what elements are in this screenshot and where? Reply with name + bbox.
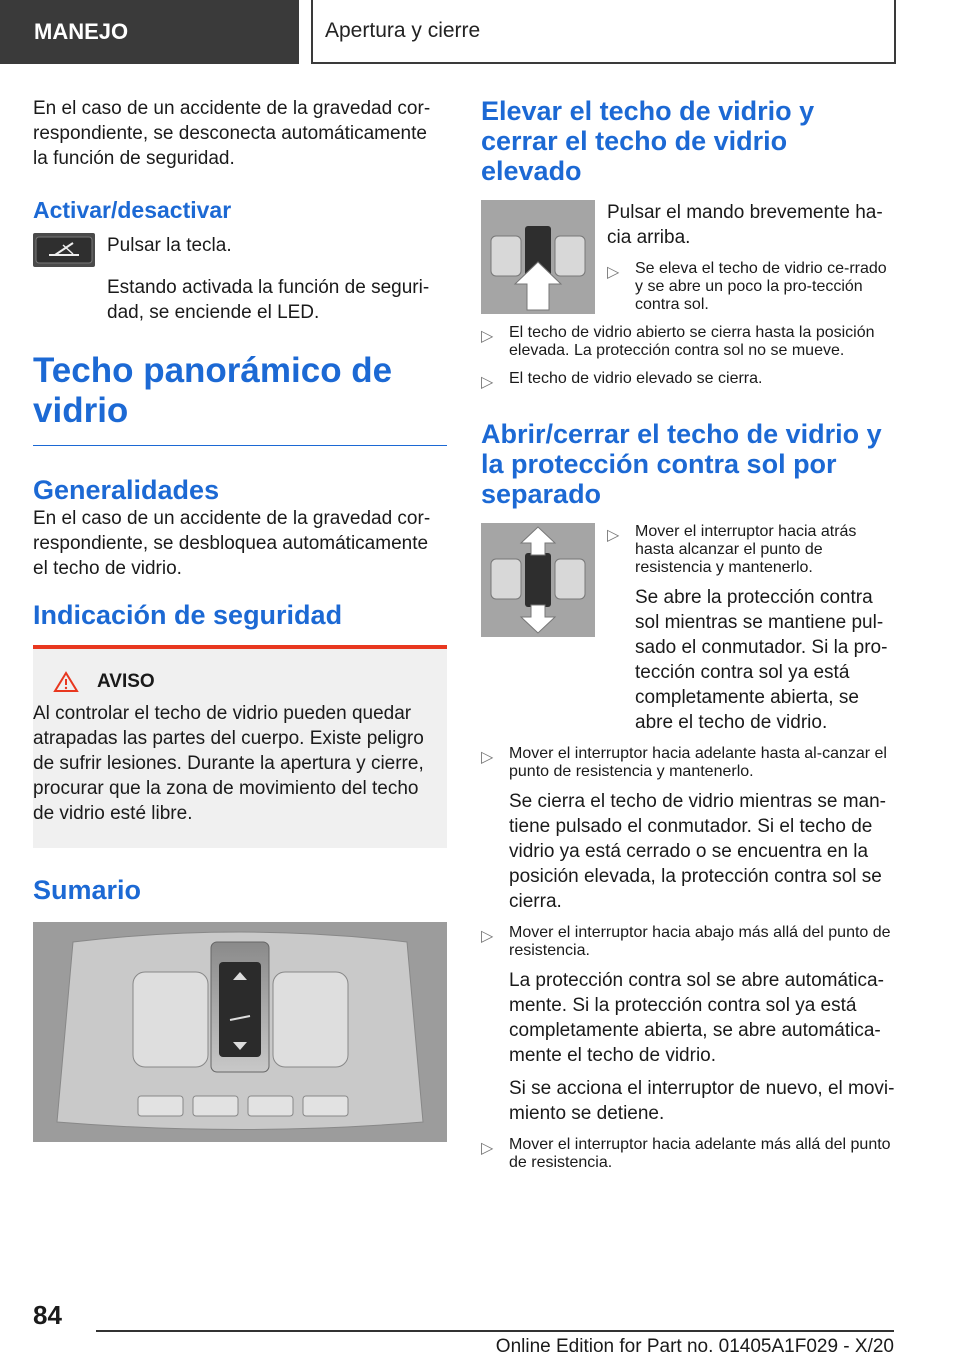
safety-switch-icon [33,233,95,267]
triangle-right-icon: ▷ [481,328,494,345]
sep-bullet-1 [607,523,895,735]
section-tab [0,0,299,64]
raise-bullet-3 [481,370,895,395]
raise-switch-image [481,200,595,314]
general-heading: Generalidades [33,475,220,505]
overhead-console-image [33,922,447,1142]
summary-heading: Sumario [33,875,142,905]
sep-bullet-3-sub-1: La protección contra sol se abre automática-mente. Si la protección contra sol ya está completamente abierta, se abre automática-mente el techo de vidrio. [509,970,884,1066]
sep-bullet-1-sub: Se abre la protección contra sol mientras se mantiene pul-sado el conmutador. Si la pro-tección contra sol ya está completamente abierta, se abre el techo de vidrio. [635,587,888,733]
section-label: MANEJO [34,19,129,44]
sep-bullet-3-sub-2: Si se acciona el interruptor de nuevo, el movi-miento se detiene. [509,1078,895,1124]
sep-bullet-4 [481,1136,895,1172]
sep-bullet-2-body [509,745,895,914]
right-column [481,96,895,1172]
intro-paragraph: En el caso de un accidente de la gravedad cor-respondiente, se desconecta automáticamente la función de seguridad. [33,98,431,169]
activar-heading: Activar/desactivar [33,197,232,223]
separate-row [481,523,895,735]
page-number: 84 [33,1300,62,1330]
separate-heading: Abrir/cerrar el techo de vidrio y la protección contra sol por separado [481,419,882,509]
activar-step2-first [33,275,447,325]
warning-header [33,671,429,693]
safety-heading: Indicación de seguridad [33,600,343,630]
sep-bullet-1-body [635,523,895,735]
footer-edition: Online Edition for Part no. 01405A1F029 - X/20 [495,1336,894,1357]
footer-divider [96,1330,894,1332]
activar-row [33,233,447,267]
sep-bullet-2-sub: Se cierra el techo de vidrio mientras se man-tiene pulsado el conmutador. Si el techo de vidrio ya está cerrado o se encuentra en la posición elevada, la protección contra sol se cierra. [509,791,886,912]
sep-bullet-2 [481,745,895,914]
triangle-right-icon: ▷ [481,749,494,766]
sep-bullet-3-body [509,924,895,1126]
triangle-right-icon: ▷ [607,264,620,281]
raise-row [481,200,895,314]
raise-bullet-2 [481,324,895,360]
activar-step2: Estando activada la función de seguri-dad, se enciende el LED. [107,277,430,323]
chapter-label: Apertura y cierre [325,19,481,42]
warning-title: AVISO [97,671,155,692]
triangle-right-icon: ▷ [481,1140,494,1157]
left-column [33,96,447,1142]
switch-up-arrow-illustration [481,200,595,314]
separate-switch-image [481,523,595,637]
raise-heading: Elevar el techo de vidrio y cerrar el techo de vidrio elevado [481,96,815,186]
warning-text: Al controlar el techo de vidrio pueden quedar atrapadas las partes del cuerpo. Existe peligro de sufrir lesiones. Durante la apertura y cierre, procurar que la zona de movimiento del techo de vidrio esté libre. [33,703,424,824]
sep-bullet-3 [481,924,895,1126]
warning-triangle-icon [53,671,79,693]
sep-bullet-1-text: Mover el interruptor hacia atrás hasta alcanzar el punto de resistencia y mantenerlo. [635,523,857,576]
activar-step1: Pulsar la tecla. [107,235,232,256]
triangle-right-icon: ▷ [481,374,494,391]
general-paragraph: En el caso de un accidente de la gravedad cor-respondiente, se desbloquea automáticamente el techo de vidrio. [33,508,431,579]
raise-bullet-2-text: El techo de vidrio abierto se cierra hasta la posición elevada. La protección contra sol no se mueve. [509,324,875,359]
raise-step: Pulsar el mando brevemente ha-cia arriba. [607,202,883,248]
raise-bullet-1-text: Se eleva el techo de vidrio ce-rrado y se abre un poco la pro-tección contra sol. [635,260,887,313]
raise-bullet-1 [607,260,895,314]
roof-control-panel-illustration [33,922,447,1142]
triangle-right-icon: ▷ [481,928,494,945]
sep-bullet-4-text: Mover el interruptor hacia adelante más allá del punto de resistencia. [509,1136,891,1171]
warning-box [33,645,447,848]
main-heading: Techo panorámico de vidrio [33,351,447,446]
triangle-right-icon: ▷ [607,527,620,544]
safety-button-image [33,233,95,267]
chapter-tab [311,0,896,64]
sep-bullet-3-text: Mover el interruptor hacia abajo más allá del punto de resistencia. [509,924,891,959]
sep-bullet-2-text: Mover el interruptor hacia adelante hasta al-canzar el punto de resistencia y mantenerlo. [509,745,887,780]
switch-up-down-arrow-illustration [481,523,595,637]
raise-bullet-3-text: El techo de vidrio elevado se cierra. [509,370,763,387]
